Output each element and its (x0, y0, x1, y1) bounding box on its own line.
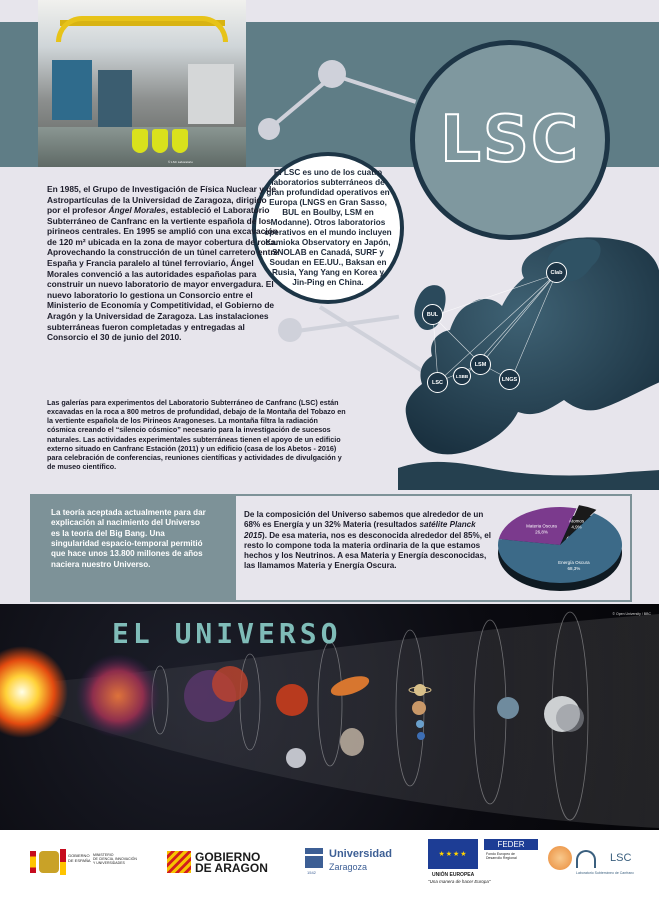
sponsors-footer (0, 830, 659, 900)
ministerio-label-2: DE CIENCIA, INNOVACIÓN (93, 857, 137, 861)
photo-credit: © LSC Laboratorio (168, 160, 193, 164)
feder-logo (428, 839, 538, 891)
lsc-logo-circle (410, 40, 610, 240)
planet-small (416, 720, 424, 728)
crane-arch (56, 16, 228, 42)
pie-label-value: 68,3% (567, 566, 581, 572)
labs-info-text: El LSC es uno de los cuatro laboratorios subterráneos de gran profundidad operativos en Europa (LNGS en Gran Sasso, BUL en Boulby, LSM en Modanne). Otros laboratorios operativos en el mundo incluyen Kamioka Observatory en Japón, SNOLAB en Canadá, SURF y Soudan en EE.UU., Baksan en Rusia, Yang Yang en Korea y Jin-Ping en China. (264, 168, 392, 287)
ue-label: UNIÓN EUROPEA (432, 872, 475, 878)
yellow-tank (172, 129, 188, 153)
equipment-rack (52, 60, 92, 120)
composition-source: satélite Planck 2015 (244, 520, 476, 540)
planet-jupiter (412, 701, 426, 715)
history-text-2: , estableció el Laboratorio Subterráneo de Canfranc en la vertiente española de los pirineos centrales. En 1995 se amplió con una excavación de 120 m² ubicada en la zona de mayor cobertura de roca. Aprovechando la construcción de un túnel carretero entre España y Francia paralelo al túnel ferroviario, Ángel Morales convenció a las autoridades españolas para construir un nuevo laboratorio de mayor envergadura. El nuevo laboratorio lo gestiona un Consorcio entre el Ministerio de Economía y Competitividad, el Gobierno de Aragón y la Universidad de Zaragoza. Las instalaciones subterráneas fueron completadas y entregadas al Consorcio el 30 de junio del 2010. (47, 205, 279, 343)
gobierno-espana-label-1: GOBIERNO (68, 853, 90, 858)
aragon-flag-icon (167, 851, 191, 873)
europe-map (398, 232, 659, 490)
eu-flag-icon: ★★★★ (428, 839, 478, 869)
lsc-footer-sub: Laboratorio Subterráneo de Canfranc (576, 871, 634, 875)
molecule-node (318, 60, 346, 88)
big-bang-text: La teoría aceptada actualmente para dar explicación al nacimiento del Universo es la teoría del Big Bang. Una singularidad espacio-temporal permitió que hace unos 13.800 millones de años naciera nuestro Universo. (51, 508, 206, 569)
ministerio-label-3: Y UNIVERSIDADES (93, 861, 125, 865)
spiral-galaxy-2 (340, 728, 364, 756)
map-marker-lsm: LSM (470, 354, 491, 375)
planet-saturn (414, 684, 426, 696)
universidad-zaragoza-logo (305, 844, 405, 880)
lsc-footer-logo (548, 844, 648, 884)
spain-crest-icon (39, 851, 59, 873)
aragon-label-1: GOBIERNO (195, 850, 261, 864)
feder-sub-2: Desarrollo Regional (486, 856, 517, 860)
gobierno-aragon-logo (167, 847, 277, 877)
north-africa-landmass (398, 462, 659, 490)
map-marker-lsbb: LSBB (453, 367, 471, 385)
molecule-link (290, 315, 399, 334)
universe-title: EL UNIVERSO (112, 617, 342, 650)
pie-label-value: 26,8% (535, 529, 548, 535)
university-building-icon (305, 848, 323, 868)
pie-label-name: Energía Oscura (558, 560, 590, 566)
map-marker-clab: Clab (546, 262, 567, 283)
pie-label-name: Materia Oscura (526, 523, 557, 529)
feder-title: FEDER (484, 839, 538, 850)
red-nebula (212, 666, 248, 702)
universe-illustration (0, 604, 659, 830)
history-text-1: En 1985, el Grupo de Investigación de Física Nuclear y de Astropartículas de la Universidad de Zaragoza, dirigido por el profesor (47, 184, 276, 216)
equipment-rack (188, 64, 234, 124)
laboratory-photo (38, 0, 246, 167)
unizar-year: 1542 (307, 870, 316, 875)
composition-text-1: De la composición del Universo sabemos que alrededor de un 68% es Energía y un 32% Materia (resultados (244, 510, 484, 530)
spain-stripe-icon (60, 849, 66, 875)
yellow-tank (152, 129, 168, 153)
pie-label-name: Átomos (568, 518, 585, 524)
map-marker-lsc: LSC (427, 372, 448, 393)
star-cluster (286, 748, 306, 768)
composition-text-2: ). De esa materia, nos es desconocida alrededor del 85%, el resto lo compone toda la materia ordinaria de la que estamos hechos y los Neutrinos. A esa Materia y Energía desconocidas, las llamamos Materia y Energía Oscura. (244, 530, 491, 571)
lsc-mountain-icon (576, 850, 596, 868)
unizar-label-2: Zaragoza (329, 862, 368, 872)
composition-text (244, 510, 492, 572)
equipment-rack (98, 70, 132, 130)
planet-earth (497, 697, 519, 719)
lsc-logo-text: LSC (440, 103, 580, 177)
map-marker-bul: BUL (422, 304, 443, 325)
map-marker-lngs: LNGS (499, 369, 520, 390)
unizar-label-1: Universidad (329, 848, 392, 860)
yellow-tank (132, 129, 148, 153)
gobierno-espana-label-2: DE ESPAÑA (68, 858, 91, 863)
universe-credit: © Open University / BBC (612, 612, 651, 616)
ue-motto: "Una manera de hacer Europa" (428, 879, 491, 884)
europe-landmass (406, 237, 659, 454)
lsc-footer-label: LSC (610, 852, 632, 864)
feder-sub-1: Fondo Europeo de (486, 852, 515, 856)
early-nebula (76, 654, 160, 738)
big-bang-flash (0, 646, 68, 738)
history-paragraph (47, 184, 279, 343)
molecule-node (278, 318, 302, 342)
aragon-label-2: DE ARAGON (195, 861, 268, 875)
supernova-remnant (276, 684, 308, 716)
planet-small (417, 732, 425, 740)
molecule-node (258, 118, 280, 140)
history-name: Ángel Morales (108, 205, 166, 216)
galleries-paragraph: Las galerías para experimentos del Laboratorio Subterráneo de Canfranc (LSC) están excavadas en la roca a 800 metros de profundidad, debajo de la Montaña del Tobazo en la vertiente española de los Pirineos Aragoneses. La montaña filtra la radiación cósmica creando el “silencio cósmico” necesario para la investigación de sucesos naturales. Las actividades experimentales subterráneas tienen el apoyo de un edificio externo situado en Canfranc Estación (2011) y un edificio (casa de los Abetos - 2016) para celebración de conferencias, reuniones científicas y actividades de divulgación y de museo científico. (47, 398, 346, 471)
gobierno-espana-logo (30, 847, 140, 877)
lsc-sun-icon (548, 846, 572, 870)
big-bang-box (30, 494, 234, 602)
planet-moon-shadow (556, 704, 584, 732)
ministerio-label-1: MINISTERIO (93, 853, 114, 857)
pie-label-value: 4,9% (571, 524, 582, 530)
composition-pie-chart (488, 497, 630, 593)
